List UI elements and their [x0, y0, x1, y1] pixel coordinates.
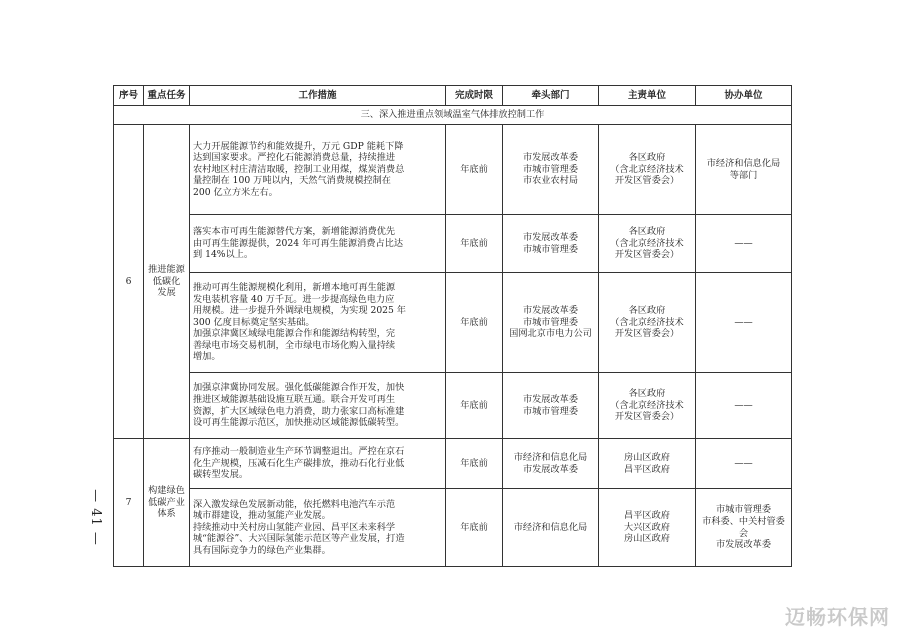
lead-cell: 市发展改革委 市城市管理委	[503, 373, 599, 439]
table-row	[114, 439, 792, 489]
measure-cell: 落实本市可再生能源替代方案，新增能源消费优先 由可再生能源提供，2024 年可再生能源消费占比达 到 14%以上。	[190, 215, 446, 273]
header-lead: 牵头部门	[503, 86, 599, 106]
table-row	[114, 273, 792, 373]
deadline-cell: 年底前	[446, 373, 503, 439]
header-row	[114, 86, 792, 106]
assist-cell: 市城市管理委 市科委、中关村管委会 市发展改革委	[696, 489, 792, 567]
deadline-cell: 年底前	[446, 125, 503, 215]
header-deadline: 完成时限	[446, 86, 503, 106]
section-title: 三、深入推进重点领域温室气体排放控制工作	[114, 106, 792, 125]
lead-cell: 市发展改革委 市城市管理委 市农业农村局	[503, 125, 599, 215]
lead-cell: 市发展改革委 市城市管理委 国网北京市电力公司	[503, 273, 599, 373]
assist-cell: ——	[696, 373, 792, 439]
work-table	[113, 85, 792, 567]
deadline-cell: 年底前	[446, 489, 503, 567]
assist-cell: ——	[696, 215, 792, 273]
measure-cell: 深入激发绿色发展新动能，依托燃料电池汽车示范 城市群建设，推动氢能产业发展。 持续推动中关村房山氢能产业园、昌平区未来科学 城“能源谷”、大兴国际氢能示范区等产业发展，打造 具有国际竞争力的绿色产业集群。	[190, 489, 446, 567]
main-cell: 房山区政府 昌平区政府	[599, 439, 696, 489]
main-cell: 各区政府 （含北京经济技术 开发区管委会）	[599, 373, 696, 439]
group-task: 构建绿色 低碳产业 体系	[144, 439, 190, 567]
measure-cell: 大力开展能源节约和能效提升，万元 GDP 能耗下降 达到国家要求。严控化石能源消费总量，持续推进 农村地区村庄清洁取暖，控制工业用煤，煤炭消费总 量控制在 100 万吨以内，天然气消费规模控制在 200 亿立方米左右。	[190, 125, 446, 215]
assist-cell: ——	[696, 273, 792, 373]
deadline-cell: 年底前	[446, 215, 503, 273]
header-measure: 工作措施	[190, 86, 446, 106]
deadline-cell: 年底前	[446, 273, 503, 373]
measure-cell: 有序推动一般制造业生产环节调整退出。严控在京石 化生产规模，压减石化生产碳排放，推动石化行业低 碳转型发展。	[190, 439, 446, 489]
assist-cell: 市经济和信息化局 等部门	[696, 125, 792, 215]
page-number	[80, 452, 110, 582]
main-cell: 各区政府 （含北京经济技术 开发区管委会）	[599, 215, 696, 273]
assist-cell: ——	[696, 439, 792, 489]
header-seq: 序号	[114, 86, 144, 106]
page-number-text: — 41 —	[87, 488, 103, 546]
main-cell: 各区政府 （含北京经济技术 开发区管委会）	[599, 273, 696, 373]
table-row	[114, 215, 792, 273]
lead-cell: 市经济和信息化局	[503, 489, 599, 567]
watermark: 迈畅环保网	[785, 605, 890, 629]
table-row	[114, 373, 792, 439]
header-task: 重点任务	[144, 86, 190, 106]
group-no: 7	[114, 439, 144, 567]
group-no: 6	[114, 125, 144, 439]
header-main: 主责单位	[599, 86, 696, 106]
header-assist: 协办单位	[696, 86, 792, 106]
section-row	[114, 106, 792, 125]
table-row	[114, 489, 792, 567]
main-cell: 昌平区政府 大兴区政府 房山区政府	[599, 489, 696, 567]
table-row	[114, 125, 792, 215]
deadline-cell: 年底前	[446, 439, 503, 489]
main-cell: 各区政府 （含北京经济技术 开发区管委会）	[599, 125, 696, 215]
measure-cell: 加强京津冀协同发展。强化低碳能源合作开发，加快 推进区域能源基础设施互联互通。联合开发可再生 资源，扩大区域绿色电力消费，助力张家口高标准建 设可再生能源示范区，加快推动区域能源低碳转型。	[190, 373, 446, 439]
lead-cell: 市发展改革委 市城市管理委	[503, 215, 599, 273]
measure-cell: 推动可再生能源规模化利用，新增本地可再生能源 发电装机容量 40 万千瓦。进一步提高绿色电力应 用规模。进一步提升外调绿电规模，为实现 2025 年 300 亿度目标奠定坚实基础。 加强京津冀区域绿电能源合作和能源结构转型，完 善绿电市场交易机制，全市绿电市场化购入量持续 增加。	[190, 273, 446, 373]
lead-cell: 市经济和信息化局 市发展改革委	[503, 439, 599, 489]
group-task: 推进能源 低碳化 发展	[144, 125, 190, 439]
